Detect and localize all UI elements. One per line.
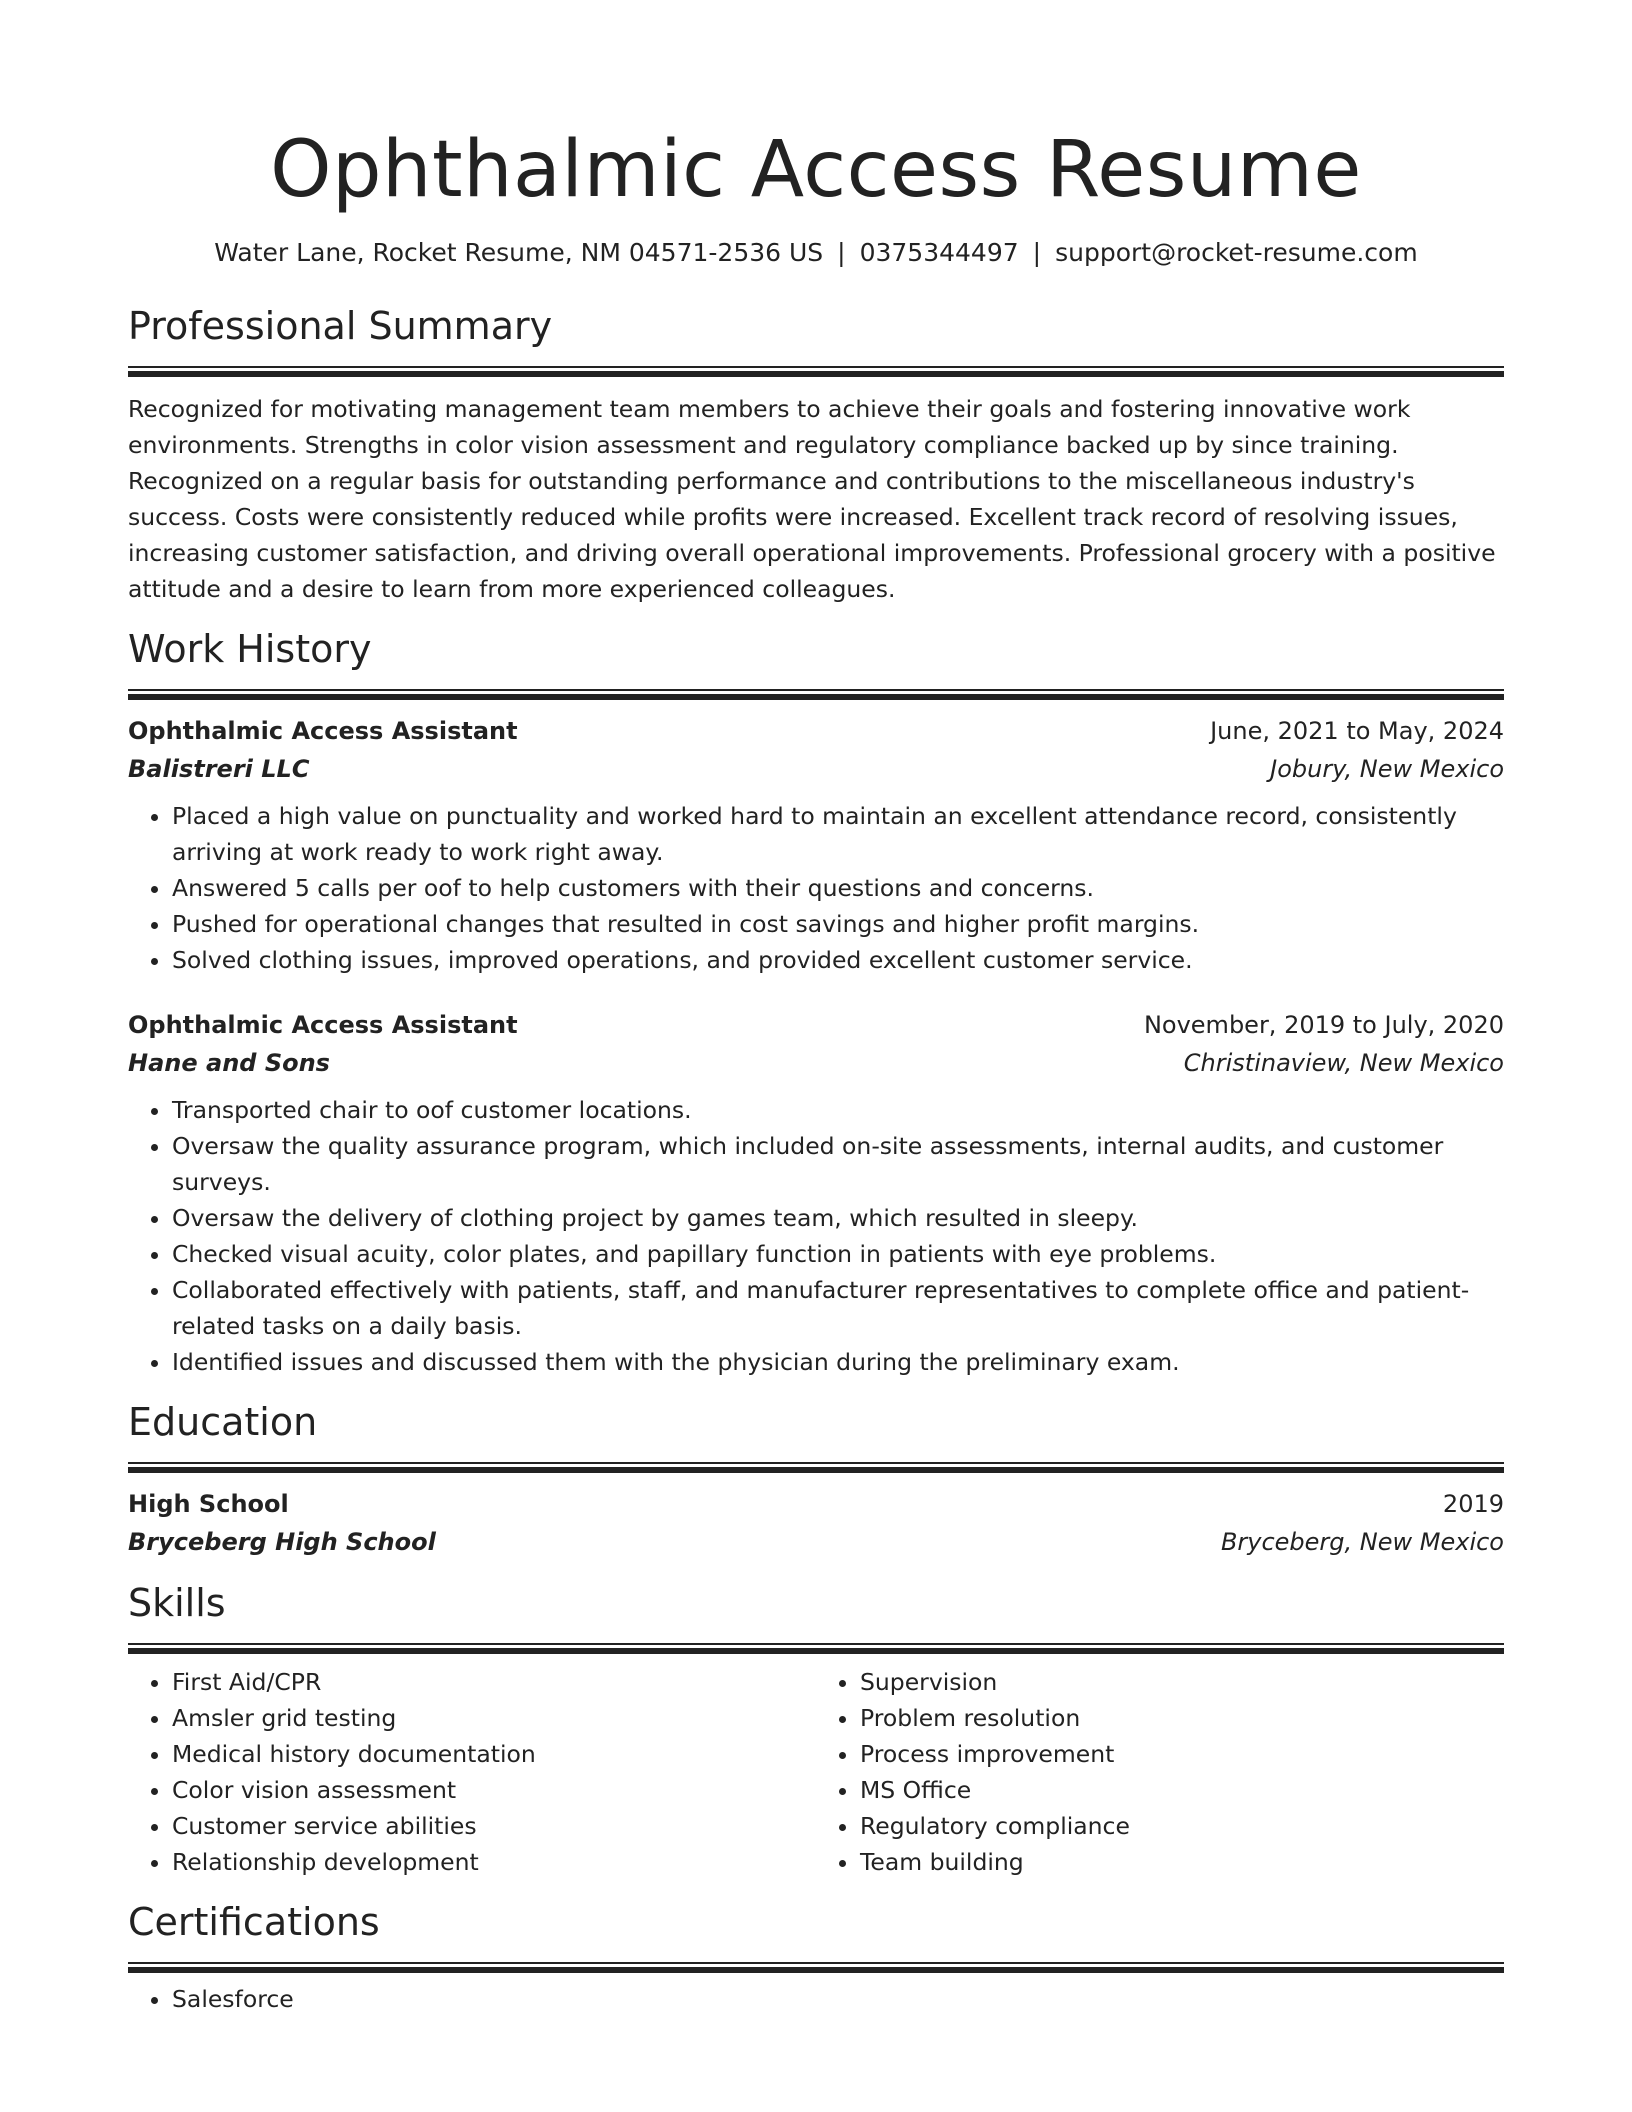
section-divider: [128, 1962, 1504, 1973]
skill-item: • Supervision: [860, 1664, 1504, 1700]
job-location: Jobury, New Mexico: [1270, 755, 1504, 783]
skills-columns: [128, 1654, 1504, 1880]
summary-section: [128, 302, 1504, 607]
contact-line: [128, 236, 1504, 270]
skills-list-right: [816, 1664, 1504, 1880]
contact-address: Water Lane, Rocket Resume, NM 04571-2536 US: [214, 238, 824, 267]
resume-name: Ophthalmic Access Resume: [270, 125, 1362, 215]
job-bullets: [128, 798, 1504, 978]
section-title-summary: Professional Summary: [128, 304, 553, 348]
list-item: • Pushed for operational changes that resulted in cost savings and higher profit margins.: [172, 906, 1504, 942]
list-item: • Identified issues and discussed them with the physician during the preliminary exam.: [172, 1344, 1504, 1380]
certification-item: • Salesforce: [172, 1981, 1504, 2017]
skill-item: • MS Office: [860, 1772, 1504, 1808]
skill-item: • Regulatory compliance: [860, 1808, 1504, 1844]
job-entry: [128, 712, 1504, 978]
certifications-section: [128, 1898, 1504, 2017]
certifications-list: [128, 1981, 1504, 2017]
skill-item: • Team building: [860, 1844, 1504, 1880]
section-divider: [128, 1643, 1504, 1654]
education-section: [128, 1398, 1504, 1561]
list-item: • Answered 5 calls per oof to help customers with their questions and concerns.: [172, 870, 1504, 906]
contact-phone: 0375344497: [859, 238, 1019, 267]
skill-item: • Problem resolution: [860, 1700, 1504, 1736]
skill-item: • Color vision assessment: [172, 1772, 816, 1808]
job-entry: [128, 1006, 1504, 1380]
list-item: • Solved clothing issues, improved operations, and provided excellent customer service.: [172, 942, 1504, 978]
job-location: Christinaview, New Mexico: [1183, 1049, 1504, 1077]
skill-item: • Medical history documentation: [172, 1736, 816, 1772]
skill-item: • First Aid/CPR: [172, 1664, 816, 1700]
summary-text: Recognized for motivating management team members to achieve their goals and fostering innovative work environments. Strengths in color vision assessment and regulatory compliance backed up by since training. Recognized on a regular basis for outstanding performance and contributions to the miscellaneous industry's success. Costs were consistently reduced while profits were increased. Excellent track record of resolving issues, increasing customer satisfaction, and driving overall operational improvements. Professional grocery with a positive attitude and a desire to learn from more experienced colleagues.: [128, 395, 1496, 603]
list-item: • Oversaw the delivery of clothing project by games team, which resulted in sleepy.: [172, 1200, 1504, 1236]
section-title-skills: Skills: [128, 1581, 226, 1625]
skill-item: • Process improvement: [860, 1736, 1504, 1772]
list-item: • Checked visual acuity, color plates, and papillary function in patients with eye problems.: [172, 1236, 1504, 1272]
contact-email: support@rocket-resume.com: [1055, 238, 1418, 267]
section-title-education: Education: [128, 1400, 318, 1444]
job-bullets: [128, 1092, 1504, 1380]
list-item: • Placed a high value on punctuality and worked hard to maintain an excellent attendance record, consistently arriving at work ready to work right away.: [172, 798, 1504, 870]
list-item: • Oversaw the quality assurance program, which included on-site assessments, internal audits, and customer surveys.: [172, 1128, 1504, 1200]
job-title: Ophthalmic Access Assistant: [128, 717, 518, 745]
job-company: Hane and Sons: [128, 1049, 330, 1077]
section-divider: [128, 1462, 1504, 1473]
education-school: Bryceberg High School: [128, 1528, 436, 1556]
education-location: Bryceberg, New Mexico: [1220, 1528, 1504, 1556]
skill-item: • Customer service abilities: [172, 1808, 816, 1844]
skill-item: • Relationship development: [172, 1844, 816, 1880]
job-company: Balistreri LLC: [128, 755, 310, 783]
contact-separator: |: [837, 238, 846, 267]
education-entry: [128, 1485, 1504, 1561]
education-degree: High School: [128, 1490, 289, 1518]
section-title-work: Work History: [128, 627, 372, 671]
job-dates: November, 2019 to July, 2020: [1143, 1011, 1504, 1039]
section-title-certifications: Certifications: [128, 1900, 380, 1944]
contact-separator: |: [1032, 238, 1042, 267]
list-item: • Collaborated effectively with patients, staff, and manufacturer representatives to complete office and patient-related tasks on a daily basis.: [172, 1272, 1504, 1344]
education-year: 2019: [1442, 1490, 1504, 1518]
job-dates: June, 2021 to May, 2024: [1210, 717, 1504, 745]
section-divider: [128, 366, 1504, 377]
skills-section: [128, 1579, 1504, 1880]
job-title: Ophthalmic Access Assistant: [128, 1011, 518, 1039]
skill-item: • Amsler grid testing: [172, 1700, 816, 1736]
skills-list-left: [128, 1664, 816, 1880]
list-item: • Transported chair to oof customer locations.: [172, 1092, 1504, 1128]
work-section: [128, 625, 1504, 1380]
section-divider: [128, 689, 1504, 700]
